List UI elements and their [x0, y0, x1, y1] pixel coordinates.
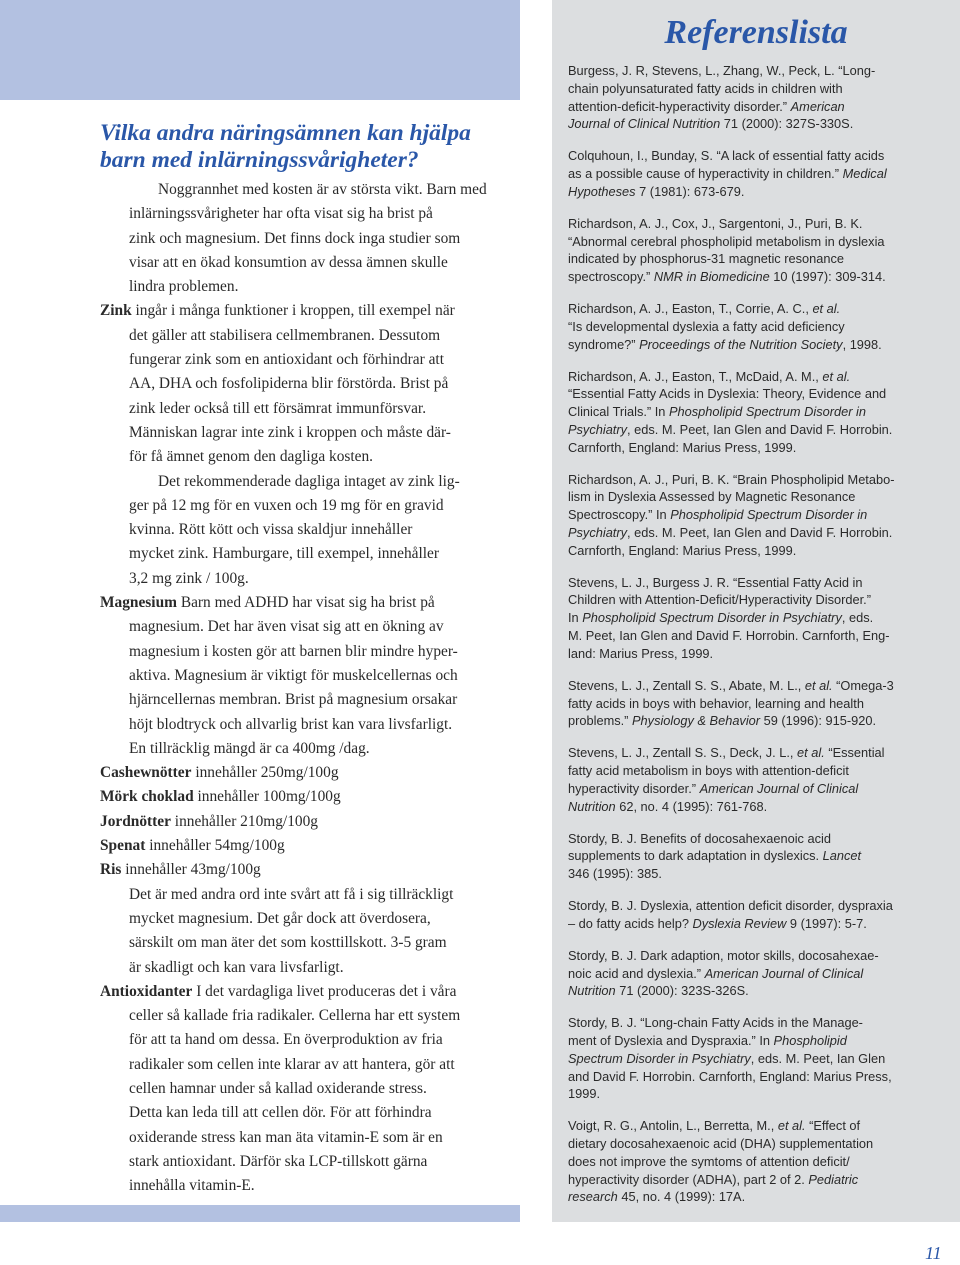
reference-title-italic: Physiology & Behavior [632, 713, 761, 729]
reference-title-italic: Dyslexia Review [692, 915, 787, 931]
magnesium-text: Barn med ADHD har visat sig ha brist på magnesium. Det har även visat sig att en ökning av magnesium i kosten gör att barnen blir mindre hyper- aktiva. Magnesium är viktigt för muskelcellernas och hjärncellernas membran. Brist på magnesium orsakar höjt blodtryck och allvarlig brist kan vara livsfarligt. En tillräcklig mängd är ca 400mg /dag. [129, 594, 458, 757]
reference-text: Voigt, R. G., Antolin, L., Berretta, M., [568, 1118, 778, 1134]
reference-text: Stordy, B. J. Dyslexia, attention deficit disorder, dyspraxia – do fatty acids help? [568, 898, 893, 931]
references-title: Referenslista [664, 14, 848, 51]
reference-text: , eds. M. Peet, Ian Glen and David F. Horrobin. Carnforth, England: Marius Press, 1999. [568, 1050, 892, 1102]
reference-title-italic: Phospholipid Spectrum Disorder in Psychiatry [568, 1032, 847, 1066]
reference-text: “Essential fatty acid metabolism in boys with attention-deficit hyperactivity disorder.” [568, 745, 885, 796]
reference-title-italic: Phospholipid Spectrum Disorder in Psychiatry [582, 610, 842, 626]
reference-text: Burgess, J. R, Stevens, L., Zhang, W., Peck, L. “Long- chain polyunsaturated fatty acids in children with attention-deficit-hyperactivity disorder.” [568, 63, 876, 114]
reference-title-italic: Pediatric research [568, 1171, 859, 1205]
food-item [100, 761, 519, 785]
intro-paragraph: Noggrannhet med kosten är av största vikt. Barn med inlärningssvårigheter har ofta visat sig ha brist på zink och magnesium. Det finns dock inga studier som visar att en ökad konsumtion av dessa ämnen skulle lindra problemen. [129, 181, 487, 296]
reference-item [568, 1117, 954, 1206]
food-amount: innehåller 54mg/100g [145, 837, 285, 855]
antioxidanter-text: I det vardagliga livet produceras det i våra celler så kallade fria radikaler. Cellerna har ett system för att ta hand om dessa. En överproduktion av fria radikaler som cellen inte klarar av att hantera, gör att cellen hamnar under så kallad oxiderande stress. Detta kan leda till att cellen dör. För att förhindra oxiderande stress kan man äta vitamin-E som är en stark antioxidant. Därför ska LCP-tillskott gärna innehålla vitamin-E. [129, 982, 461, 1195]
article-column [0, 120, 520, 1198]
food-amount: innehåller 100mg/100g [193, 788, 341, 806]
zink-intake-rest: ger på 12 mg för en vuxen och 19 mg för en gravid kvinna. Rött kött och vissa skaldjur innehåller mycket zink. Hamburgare, till exempel, innehåller 3,2 mg zink / 100g. [129, 496, 444, 587]
reference-item [568, 897, 954, 933]
reference-text: Stordy, B. J. Dark adaption, motor skills, docosahexae- noic acid and dyslexia.” [568, 947, 879, 981]
reference-title-italic: Phospholipid Spectrum Disorder in Psychiatry [568, 404, 867, 437]
bottom-color-band [0, 1205, 520, 1222]
reference-item [568, 215, 954, 286]
reference-title-italic: et al. [804, 677, 833, 693]
reference-item [568, 947, 954, 1000]
reference-item [568, 471, 954, 560]
reference-text: 59 (1996): 915-920. [760, 713, 877, 729]
reference-text: Richardson, A. J., Cox, J., Sargentoni, J., Puri, B. K. “Abnormal cerebral phospholipid metabolism in dyslexia indicated by phosphorus-31 magnetic resonance spectroscopy.” [568, 215, 885, 285]
food-item [100, 810, 519, 834]
section-heading: Vilka andra näringsämnen kan hjälpa barn med inlärningssvårigheter? [100, 120, 471, 173]
reference-text: 71 (2000): 323S-326S. [615, 983, 749, 999]
reference-text: “Is developmental dyslexia a fatty acid deficiency syndrome?” [568, 318, 845, 352]
reference-title-italic: Proceedings of the Nutrition Society [639, 336, 843, 352]
reference-item [568, 62, 954, 133]
reference-text: 45, no. 4 (1999): 17A. [617, 1189, 746, 1205]
reference-text: 10 (1997): 309-314. [769, 269, 886, 285]
magnesium-note-paragraph: Det är med andra ord inte svårt att få i sig tillräckligt mycket magnesium. Det går dock att överdosera, särskilt om man äter det som kosttillskott. 3-5 gram är skadligt och kan vara livsfarligt. [129, 885, 454, 976]
food-name: Ris [100, 861, 122, 879]
zink-term: Zink [100, 302, 132, 320]
food-name: Cashewnötter [100, 764, 192, 782]
antioxidanter-term: Antioxidanter [100, 982, 193, 1000]
food-amount: innehåller 210mg/100g [170, 812, 318, 830]
zink-paragraph [100, 299, 519, 469]
reference-text: Stevens, L. J., Zentall S. S., Deck, J. L., [568, 745, 798, 761]
reference-item [568, 677, 954, 730]
reference-text: “Effect of dietary docosahexaenoic acid (DHA) supplementation does not improve the symtoms of attention deficit/ hyperactivity disorder (ADHA), part 2 of 2. [568, 1118, 874, 1187]
reference-text: Stordy, B. J. “Long-chain Fatty Acids in the Manage- ment of Dyslexia and Dyspraxia.” In [568, 1015, 863, 1048]
food-item [100, 858, 519, 882]
reference-title-italic: Medical Hypotheses [568, 166, 887, 199]
food-name: Mörk choklad [100, 788, 194, 806]
reference-text: Stordy, B. J. Benefits of docosahexaenoic acid supplements to dark adaptation in dyslexics. [568, 830, 831, 864]
reference-title-italic: et al. [777, 1118, 806, 1134]
reference-text: “Omega-3 fatty acids in boys with behavior, learning and health problems.” [568, 677, 894, 729]
zink-intake-first-line: Det rekommenderade dagliga intaget av zink lig- [158, 472, 460, 490]
reference-item [568, 368, 954, 457]
reference-text: Stevens, L. J., Zentall S. S., Abate, M. L., [568, 677, 805, 693]
reference-text: , eds. M. Peet, Ian Glen and David F. Horrobin. Carnforth, England: Marius Press, 1999. [568, 421, 893, 455]
reference-text: Colquhoun, I., Bunday, S. “A lack of essential fatty acids as a possible cause of hyperactivity in children.” [568, 148, 885, 182]
reference-item [568, 574, 954, 663]
reference-text: , eds. M. Peet, Ian Glen and David F. Horrobin. Carnforth, England: Marius Press, 1999. [568, 525, 893, 558]
page-number: 11 [925, 1243, 942, 1263]
reference-text: Richardson, A. J., Puri, B. K. “Brain Phospholipid Metabo- lism in Dyslexia Assessed by Magnetic Resonance Spectroscopy.” In [568, 471, 895, 523]
reference-text: Richardson, A. J., Easton, T., McDaid, A. M., [568, 368, 823, 384]
reference-item [568, 830, 954, 883]
reference-item [568, 300, 954, 353]
reference-text: , 1998. [842, 336, 882, 352]
antioxidanter-paragraph [100, 980, 519, 1199]
food-item [100, 834, 519, 858]
food-item [100, 785, 519, 809]
reference-item [568, 1014, 954, 1103]
reference-text: 71 (2000): 327S-330S. [720, 116, 854, 132]
reference-text: 7 (1981): 673-679. [635, 183, 745, 199]
food-amount: innehåller 43mg/100g [121, 861, 261, 879]
reference-title-italic: American Journal of Clinical Nutrition [568, 780, 859, 814]
reference-title-italic: et al. [797, 745, 825, 761]
reference-title-italic: American Journal of Clinical Nutrition [568, 98, 845, 132]
reference-title-italic: et al. [812, 301, 841, 317]
reference-title-italic: American Journal of Clinical Nutrition [568, 965, 864, 999]
reference-text: “Essential Fatty Acids in Dyslexia: Theory, Evidence and Clinical Trials.” In [568, 386, 887, 420]
food-list [0, 761, 520, 882]
reference-item [568, 147, 954, 200]
reference-text: 62, no. 4 (1995): 761-768. [615, 798, 768, 814]
zink-text: ingår i många funktioner i kroppen, till exempel när det gäller att stabilisera cellmembranen. Dessutom fungerar zink som en antioxidant och förhindrar att AA, DHA och fosfolipiderna blir förstörda. Brist på zink leder också till ett försämrat immunförsvar. Människan lagrar inte zink i kroppen och måste där- för få ämnet genom den dagliga kosten. [129, 302, 455, 466]
food-amount: innehåller 250mg/100g [191, 764, 339, 782]
zink-intake-paragraph [100, 470, 519, 591]
reference-title-italic: et al. [822, 368, 851, 384]
food-name: Jordnötter [100, 812, 171, 830]
reference-text: 346 (1995): 385. [568, 866, 662, 882]
reference-list [568, 62, 954, 1220]
magnesium-term: Magnesium [100, 594, 177, 612]
magnesium-paragraph [100, 591, 519, 761]
reference-title-italic: Phospholipid Spectrum Disorder in Psychiatry [568, 507, 868, 540]
reference-text: Richardson, A. J., Easton, T., Corrie, A. C., [568, 301, 813, 317]
reference-title-italic: NMR in Biomedicine [653, 269, 770, 285]
top-color-band [0, 0, 520, 100]
reference-text: , eds. M. Peet, Ian Glen and David F. Horrobin. Carnforth, Eng- land: Marius Press, 1999. [568, 610, 890, 661]
reference-text: 9 (1997): 5-7. [786, 915, 867, 931]
reference-item [568, 744, 954, 815]
reference-title-italic: Lancet [822, 848, 862, 864]
food-name: Spenat [100, 837, 146, 855]
reference-text: Stevens, L. J., Burgess J. R. “Essential Fatty Acid in Children with Attention-Deficit/Hyperactivity Disorder.” In [568, 574, 871, 626]
